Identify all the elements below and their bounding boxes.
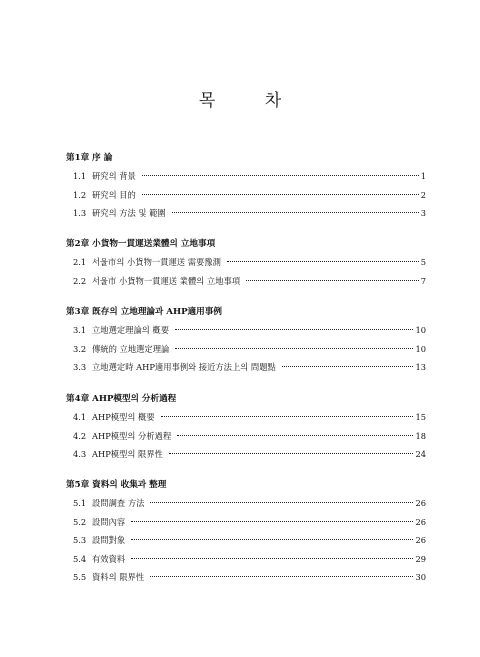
dot-leader bbox=[142, 194, 419, 195]
section-title: 立地選定理論의 槪要 bbox=[92, 325, 170, 335]
chapter-4 bbox=[66, 393, 426, 467]
dot-leader bbox=[177, 435, 413, 436]
page-number: 1 bbox=[420, 171, 426, 181]
dot-leader bbox=[282, 366, 414, 367]
section-number: 3.1 bbox=[73, 325, 87, 335]
toc-entry[interactable] bbox=[66, 448, 426, 467]
page-number: 10 bbox=[415, 343, 426, 354]
dot-leader bbox=[161, 416, 414, 417]
dot-leader bbox=[150, 576, 413, 577]
section-number: 5.5 bbox=[73, 572, 87, 583]
section-title: AHP模型의 限界性 bbox=[92, 449, 163, 460]
section-title: 硏究의 方法 및 範圍 bbox=[92, 208, 166, 219]
toc-entry[interactable] bbox=[66, 170, 426, 189]
chapter-heading: 第4章 AHP模型의 分析過程 bbox=[66, 394, 177, 404]
chapter-2 bbox=[66, 238, 426, 293]
toc-entry[interactable] bbox=[66, 275, 426, 294]
page-number: 13 bbox=[415, 362, 426, 373]
dot-leader bbox=[131, 539, 413, 540]
section-number: 5.3 bbox=[73, 535, 87, 546]
section-number: 4.2 bbox=[73, 430, 87, 441]
toc-entry[interactable] bbox=[66, 571, 426, 590]
dot-leader bbox=[131, 521, 413, 522]
page-number: 2 bbox=[420, 189, 426, 200]
page-number: 18 bbox=[415, 430, 426, 441]
toc-entry[interactable] bbox=[66, 411, 426, 430]
chapter-heading: 第1章 序 論 bbox=[66, 153, 113, 163]
section-number: 3.3 bbox=[73, 362, 87, 373]
page-title: 목 차 bbox=[198, 91, 304, 111]
dot-leader bbox=[175, 329, 413, 330]
section-number: 1.3 bbox=[73, 208, 87, 219]
section-number: 5.1 bbox=[73, 498, 87, 508]
section-title: 硏究의 目的 bbox=[92, 189, 136, 200]
page-number: 26 bbox=[415, 535, 426, 546]
chapter-1 bbox=[66, 152, 426, 226]
section-title: 立地選定時 AHP適用事例와 接近方法上의 問題點 bbox=[92, 362, 276, 373]
section-title: AHP模型의 分析過程 bbox=[92, 430, 172, 441]
toc-entry[interactable] bbox=[66, 553, 426, 572]
section-number: 3.2 bbox=[73, 343, 87, 354]
section-title: AHP模型의 槪要 bbox=[92, 412, 155, 422]
dot-leader bbox=[227, 261, 419, 262]
section-number: 4.1 bbox=[73, 412, 87, 422]
toc-entry[interactable] bbox=[66, 324, 426, 343]
chapter-5 bbox=[66, 479, 426, 590]
dot-leader bbox=[150, 502, 413, 503]
section-number: 1.1 bbox=[73, 171, 87, 181]
dot-leader bbox=[131, 558, 413, 559]
page-number: 24 bbox=[415, 449, 426, 460]
chapter-3 bbox=[66, 306, 426, 380]
section-number: 1.2 bbox=[73, 189, 87, 200]
page-number: 3 bbox=[420, 208, 426, 219]
section-title: 硏究의 背景 bbox=[92, 171, 136, 181]
toc-entry[interactable] bbox=[66, 207, 426, 226]
dot-leader bbox=[246, 280, 419, 281]
toc-entry[interactable] bbox=[66, 516, 426, 535]
toc-entry[interactable] bbox=[66, 361, 426, 380]
toc-entry[interactable] bbox=[66, 343, 426, 362]
page-number: 26 bbox=[415, 498, 426, 508]
section-number: 4.3 bbox=[73, 449, 87, 460]
chapter-heading: 第2章 小貨物一貫運送業體의 立地事項 bbox=[66, 239, 216, 249]
section-title: 設問對象 bbox=[92, 535, 126, 546]
section-title: 서울市 小貨物一貫運送 業體의 立地事項 bbox=[92, 275, 241, 286]
toc-entry[interactable] bbox=[66, 189, 426, 208]
section-number: 2.2 bbox=[73, 275, 87, 286]
dot-leader bbox=[175, 348, 413, 349]
toc-entry[interactable] bbox=[66, 256, 426, 275]
dot-leader bbox=[169, 453, 413, 454]
chapter-heading: 第5章 資料의 收集과 整理 bbox=[66, 480, 167, 490]
page-number: 5 bbox=[420, 257, 426, 267]
chapter-heading: 第3章 旣存의 立地理論과 AHP適用事例 bbox=[66, 307, 222, 317]
page-number: 7 bbox=[420, 275, 426, 286]
page-number: 30 bbox=[415, 572, 426, 583]
page-number: 29 bbox=[415, 553, 426, 564]
page-number: 15 bbox=[415, 412, 426, 422]
dot-leader bbox=[142, 175, 419, 176]
section-title: 設問調査 方法 bbox=[92, 498, 145, 508]
dot-leader bbox=[172, 212, 419, 213]
toc-entry[interactable] bbox=[66, 430, 426, 449]
toc-entry[interactable] bbox=[66, 497, 426, 516]
section-title: 資料의 限界性 bbox=[92, 572, 145, 583]
section-number: 2.1 bbox=[73, 257, 87, 267]
section-title: 有效資料 bbox=[92, 553, 126, 564]
page-number: 26 bbox=[415, 516, 426, 527]
section-number: 5.4 bbox=[73, 553, 87, 564]
toc-entry[interactable] bbox=[66, 534, 426, 553]
section-number: 5.2 bbox=[73, 516, 87, 527]
section-title: 서울市의 小貨物一貫運送 需要豫測 bbox=[92, 257, 221, 267]
page-number: 10 bbox=[415, 325, 426, 335]
section-title: 傳統的 立地選定理論 bbox=[92, 343, 170, 354]
section-title: 設問內容 bbox=[92, 516, 126, 527]
